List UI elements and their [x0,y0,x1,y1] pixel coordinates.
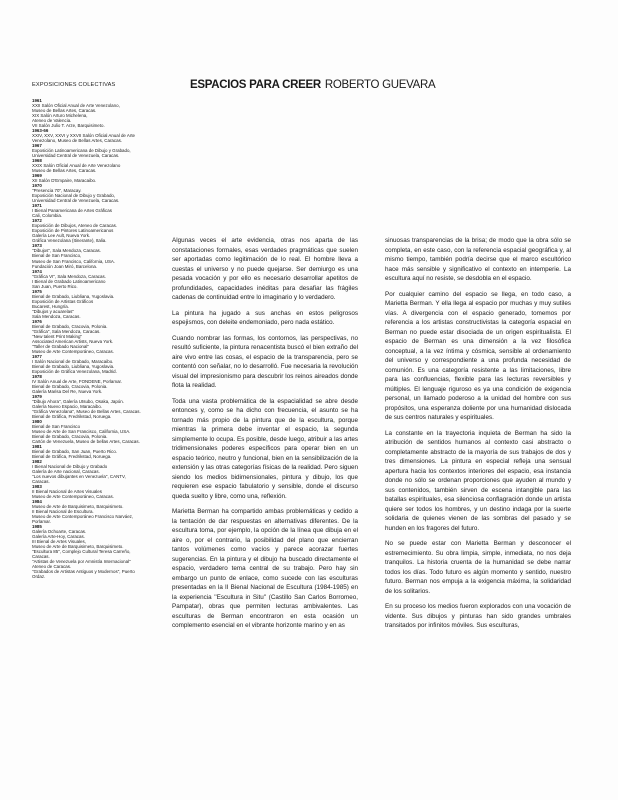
exhibition-entry: III Bienal de Artes Visuales, [32,539,86,545]
article-title: ESPACIOS PARA CREER [190,79,321,91]
exhibition-year: 1974 [32,268,42,274]
exhibition-entry: Museo de Arte Contemporáneo, Caracas. [32,494,114,500]
exhibition-entry: XII Salón D'Empaire, Maracaibo. [32,178,97,184]
exhibition-entry: Sala Mendoza, Caracas. [32,313,81,319]
exhibition-entry: I Salón Nacional de Grabado, Maracaibo. [32,358,114,364]
exhibition-entry: Bienal de Grabado, Cracovia, Polonia. [32,323,108,329]
exhibition-year: 1982 [32,459,42,465]
exhibition-entry: Fundación Joan Miró, Barcelona. [32,263,98,269]
exhibition-entry: Associated American Artists, Nueva York. [32,338,114,344]
exhibitions-list [32,98,177,580]
exhibition-entry: Bienal de Grabado, San Juan, Puerto Rico. [32,449,118,455]
exhibition-year: 1968 [32,158,42,164]
body-paragraph: No se puede estar con Marietta Berman y desconocer el estremecimiento. Su obra limpia, simple, inmediata, no nos deja tranquilos. La historia cruenta de la humanidad se debe narrar todos los días. Todo futuro es algún momento y sentido, nuestro futuro. Berman nos empuja a la exigencia máxima, la solidaridad de los solitarios. [385,540,571,595]
exhibition-entry: Galería Ochoarte, Caracas. [32,529,87,535]
exhibition-entry: Gráfica Venezolana (Itinerante), Italia. [32,238,107,244]
exhibition-entry: "Gráfica", Sala Mendoza, Caracas. [32,328,101,334]
exhibition-entry: "Dibujos y acuarelas" [32,308,74,314]
exhibition-year: 1984 [32,499,42,505]
exhibition-entry: "Gráfica VI", Sala Mendoza, Caracas. [32,273,106,279]
body-paragraph: La constante en la trayectoria inquieta de Berman ha sido la atribución de sentidos humanos al contexto casi abstracto o completamente abstracto de la mayoría de sus trabajos de dos y tres dimensiones. La pintura en especial refleja una sensual apertura hacia los contextos interiores del espacio, esa instancia donde no sólo se ordenan proporciones que ayuden al mundo y sus contenidos, también sirven de escena intangible para las batallas espirituales, esa silenciosa conflagración donde un artista quiere ser todos los hombres, y un destino indaga por la suerte solidaria de quienes vienen de las sombras del pasado y se hunden en los fragores del futuro. [385,429,571,532]
exhibition-entry: Bienal de Grabado, Liubliana, Yugoslavia. [32,293,115,299]
exhibition-entry: Cartón de Venezuela, Museo de bellas Artes, Caracas. [32,439,140,445]
exhibition-entry: Ateneo de Caracas. [32,564,72,570]
exhibition-entry: Museo de Bellas Artes, Caracas. [32,108,97,114]
exhibition-year: 1985 [32,524,42,530]
exhibition-entry: XIX Salón Arturo Michelena, [32,113,88,119]
exhibition-entry: Exposición de Artistas Gráficos [32,298,94,304]
body-column-right [385,236,571,637]
body-column-left [172,236,358,637]
exhibition-entry: I Bienal de Grabado Latinoamericano [32,278,106,284]
exhibition-entry: Caracas. [32,479,50,485]
exhibition-entry: I Bienal Panamericana de Artes Gráficas [32,208,112,214]
exhibition-entry: Galería de Arte nacional, Caracas. [32,469,100,475]
exhibition-year: 1980 [32,419,42,424]
exhibition-entry: Caracas. [32,554,50,560]
exhibition-entry: Bienal de San Francisco [32,424,81,430]
exhibition-entry: Bienal de Grabado, Liubliana, Yugoslavia. [32,363,115,369]
exhibition-entry: Exposición de Gráfica Venezolana, Madrid. [32,368,117,374]
exhibition-year: 1983 [32,484,42,490]
exhibition-entry: Museo de Arte Contemporáneo Francisco Narváez, [32,514,134,520]
exhibition-entry: Bienal de Gráfica, Fredrikstad, Noruega. [32,454,112,460]
exhibition-entry: Exposición de Dibujos, Ateneo de Caracas. [32,223,118,229]
exhibition-entry: Museo de Arte de San Francisco, California, USA. [32,429,131,435]
article-header [190,79,435,91]
exhibition-entry: Galería Nuevo Espacio, Maracaibo. [32,403,103,409]
exhibition-entry: "Escultura 85", Complejo Cultural Teresa Carreño, [32,549,131,555]
exhibition-year: 1977 [32,353,42,359]
body-paragraph: Marietta Berman ha compartido ambas problemáticas y cedido a la tentación de dar respuestas en alternativas diferentes. De la escultura toma, por ejemplo, la opción de la línea que dibuja en el aire o, por el contrario, la posibilidad del plano que encierran tantos volúmenes como vacíos y parece acorazar fuertes sugerencias. En la pintura y el dibujo ha buscado directamente el espacio, verdadero tema central de su trabajo. Pero hay sin embargo un punto de enlace, como sucede con las esculturas presentadas en la II Bienal Nacional de Escultura (1984-1985) en la experiencia ''Escultura in Situ'' (Castillo San Carlos Borromeo, Pampatar), obras que permiten lecturas ambivalentes. Las esculturas de Berman encontraron en esta ocasión un complemento esencial en el vibrante horizonte marino y en as [172,508,358,629]
exhibition-year: 1973 [32,243,42,249]
exhibition-entry: "New talent Print Making" [32,333,83,339]
exhibition-entry: Galería Marisa Del Re, Nueva York. [32,388,103,394]
exhibition-year: 1981 [32,444,42,450]
exhibition-entry: Museo de Arte de Barquisimeto, Barquisimeto. [32,504,124,510]
exhibition-entry: "Taller de Grabado Nacional" [32,343,89,349]
exhibition-entry: Museo de Bellas Artes, Caracas. [32,168,97,174]
article-author: ROBERTO GUEVARA [324,79,436,91]
exhibition-entry: Galería Lee Ault, Nueva York. [32,233,91,239]
exhibition-entry: Bienal de Gráfica, Fredrikstad, Noruega. [32,413,112,419]
exhibition-entry: Porlamar. [32,519,51,525]
exhibition-year: 1972 [32,218,42,224]
exhibition-entry: Bienal de Grabado, Cracovia, Polonia. [32,383,108,389]
body-paragraph: Algunas veces el arte evidencia, otras nos aparta de las constataciones formales, esas verdades pragmáticas que suelen ser aportadas como legitimación de lo real. El hombre lleva a cuestas el universo y no puede quejarse. Ser demiurgo es una pesada vocación y por ello es necesario desarrollar apetitos de profundidades, capacidades inéditas para desafiar las frágiles cadenas de continuidad entre lo imaginario y lo verdadero. [172,237,358,301]
exhibition-entry: Universidad Central de Venezuela, Caracas. [32,153,120,159]
exhibition-year: 1961 [32,98,42,103]
exhibition-year: 1963-66 [32,128,49,134]
exhibition-entry: Ordaz. [32,574,46,580]
exhibition-entry: San Juan, Puerto Rico. [32,283,78,289]
body-paragraph: La pintura ha jugado a sus anchas en estos peligrosos espejismos, con deleite endemoniado, pero nada estático. [172,309,358,326]
exhibition-entry: Museo de Arte de Barquisimeto, Barquisimeto. [32,544,124,550]
exhibition-year: 1970 [32,183,42,189]
exhibition-entry: "Dibujo Ahora", Galería Utsubo, Osaka, Japón. [32,398,124,404]
exhibition-year: 1969 [32,173,42,179]
exhibition-year: 1967 [32,143,42,149]
exhibition-entry: Universidad Central de Venezuela, Caracas. [32,198,120,204]
exhibition-entry: IV Salón Anual de Arte, FONDENE, Porlamar. [32,378,123,384]
exhibition-year: 1978 [32,373,42,379]
exhibition-entry: Galería Arte-Hoy, Caracas. [32,534,85,540]
exhibition-entry: Bienal de Grabado, Cracovia, Polonia. [32,434,108,440]
body-paragraph: En su proceso los medios fueron explorados con una vocación de vidente. Sus dibujos y pinturas han sido grandes umbrales transitados por infinitos móviles. Sus esculturas, [385,603,571,629]
exhibition-entry: Bucarest, Hungría. [32,303,69,309]
exhibition-year: 1975 [32,288,42,294]
exhibition-entry: XXII Salón Oficial Anual de Arte Venezolano, [32,103,120,109]
exhibitions-column [32,82,177,580]
exhibition-entry: "Gráfica Venezolana", Museo de Bellas Artes, Caracas. [32,408,141,414]
exhibition-entry: Museo de Arte Contemporáneo, Caracas. [32,348,114,354]
exhibition-entry: Bienal de San Francisco, [32,253,82,259]
exhibition-entry: Cali, Colombia. [32,213,63,219]
exhibition-entry: II Bienal Nacional de Escultura. [32,509,94,515]
exhibition-entry: II Bienal Nacional de Artes Visuales [32,489,102,495]
exhibition-year: 1976 [32,318,42,324]
body-paragraph: sinuosas transparencias de la brisa; de modo que la obra sólo se completa, en este caso, con la referencia espacial geográfica y, al mismo tiempo, también podría decirse que el marco escultórico hace más sensible y significativo el contexto en intemperie. La escultura aquí no resiste, se desdobla en el espacio. [385,237,571,282]
exhibition-entry: "Artistas de Venezuela por Amnistía Internacional" [32,559,131,565]
exhibition-entry: Exposición Nacional de Dibujo y Grabado, [32,193,116,199]
exhibition-entry: "Dibujos", Sala Mendoza, Caracas. [32,248,102,254]
exhibition-entry: "Grabados de Artistas Antiguos y Modernos", Puerto [32,569,135,575]
exhibition-entry: Exposición de Pintores Latinoamericanos [32,228,114,234]
exhibition-year: 1971 [32,203,42,209]
exhibition-entry: Exposición Latinoamericana de Dibujo y Grabado, [32,148,131,154]
exhibition-entry: XXIV, XXV, XXVI y XXVII Salón Oficial Anual de Arte [32,133,136,139]
exhibition-entry: "Presencia 70", Maracay. [32,188,82,194]
exhibitions-title: EXPOSICIONES COLECTIVAS [32,82,116,88]
exhibition-entry: VII Salón Julio T. Arze, Barquisimeto. [32,123,105,129]
exhibition-entry: XXIX Salón Oficial Anual de Arte Venezolano [32,163,121,169]
exhibition-entry: Ateneo de Valencia. [32,118,72,124]
body-paragraph: Por cualquier camino del espacio se llega, en todo caso, a Marietta Berman. Y ella llega al espacio por muchas y muy sutiles vías. A divergencia con el espacio generado, tomemos por referencia a los artistas constructivistas la categoría espacial en Berman no puede estar disociada de un origen espiritualista. El espacio de Berman es una dimensión a la vez filosófica conceptual, a la vez íntima y cósmica, sensible al ordenamiento del universo y correspondiente a una profunda necesidad de comunión. Es una categoría resistente a las limitaciones, libre para las confluencias, flexible para las lecturas reversibles y múltiples. El lenguaje riguroso es ya una condición de exigencia personal, un llamado poderoso a la unidad del hombre con sus propósitos, una esperanza doliente por una humanidad dislocada de sus centros naturales y espirituales. [385,290,571,421]
exhibition-entry: Venezolano, Museo de Bellas Artes, Caracas. [32,138,123,144]
exhibition-entry: "Los nuevos dibujantes en Venezuela", CANTV, [32,474,126,480]
exhibition-year: 1979 [32,393,42,399]
exhibition-entry: I Bienal Nacional de Dibujo y Grabado [32,464,108,470]
body-paragraph: Toda una vasta problemática de la espacialidad se abre desde entonces y, como se ha dicho con frecuencia, el asunto se ha tornado más propio de la pintura que de la escultura, porque mientras la primera debe inventar el espacio, la segunda simplemente lo ocupa. Es posible, desde luego, atribuir a las artes tridimensionales poderes específicos para operar bien en un espacio teórico, neutro y funcional, bien en la sensibilización de la extensión y las otras categorías físicas de la realidad. Pero siguen siendo los medios bidimensionales, pintura y dibujo, los que requieren ese espacio fabulatorio y sensible, donde el discurso queda suelto y libre, como una, reflexión. [172,397,358,500]
exhibition-entry: Museo de San Francisco, California, USA. [32,258,116,264]
body-paragraph: Cuando nombrar las formas, los contornos, las perspectivas, no resultó suficiente, la pintura renacentista buscó el bien extraño del aire vivo entre las cosas, el espacio de la transparencia, pero se contentó con señalar, no lo desarrolló. Fue necesaria la revolución visual del impresionismo para descubrir los reinos aireados donde flota la realidad. [172,334,358,389]
